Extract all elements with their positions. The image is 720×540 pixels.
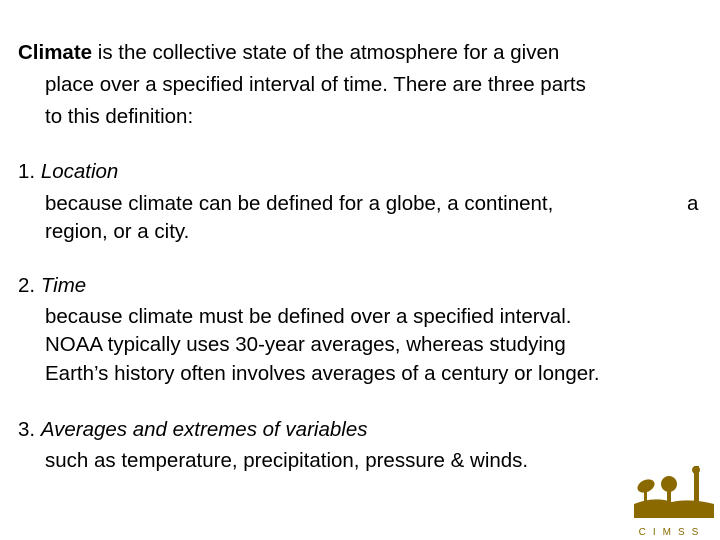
point-1-heading	[18, 160, 118, 184]
intro-line-1-rest: is the collective state of the atmosphere for a given	[92, 41, 560, 64]
cimss-logo	[624, 460, 720, 540]
point-3-title: Averages and extremes of variables	[40, 418, 368, 441]
logo-silhouette	[634, 466, 714, 518]
intro-line-3: to this definition:	[45, 105, 194, 128]
point-2-line-1: because climate must be defined over a specified interval.	[45, 305, 572, 328]
point-1-number: 1.	[18, 160, 36, 183]
point-3-heading	[18, 418, 367, 442]
climate-term: Climate	[18, 41, 93, 64]
point-1-title: Location	[40, 160, 119, 183]
point-1-trailing: a	[687, 192, 699, 215]
point-1-line-2: region, or a city.	[45, 220, 190, 243]
point-3-line-1: such as temperature, precipitation, pressure & winds.	[45, 449, 529, 472]
logo-text	[639, 527, 706, 538]
point-2-number: 2.	[18, 274, 36, 297]
point-2-title: Time	[40, 274, 87, 297]
svg-text:CIMSS: CIMSS	[638, 527, 706, 538]
point-2-line-2: NOAA typically uses 30-year averages, whereas studying	[45, 333, 566, 356]
point-1-line-1: because climate can be defined for a globe, a continent,	[45, 192, 554, 215]
intro-line-1	[18, 41, 559, 65]
point-2-heading	[18, 274, 86, 298]
intro-line-2: place over a specified interval of time. There are three parts	[45, 73, 586, 96]
point-3-number: 3.	[18, 418, 36, 441]
point-2-line-3: Earth’s history often involves averages of a century or longer.	[45, 362, 600, 385]
